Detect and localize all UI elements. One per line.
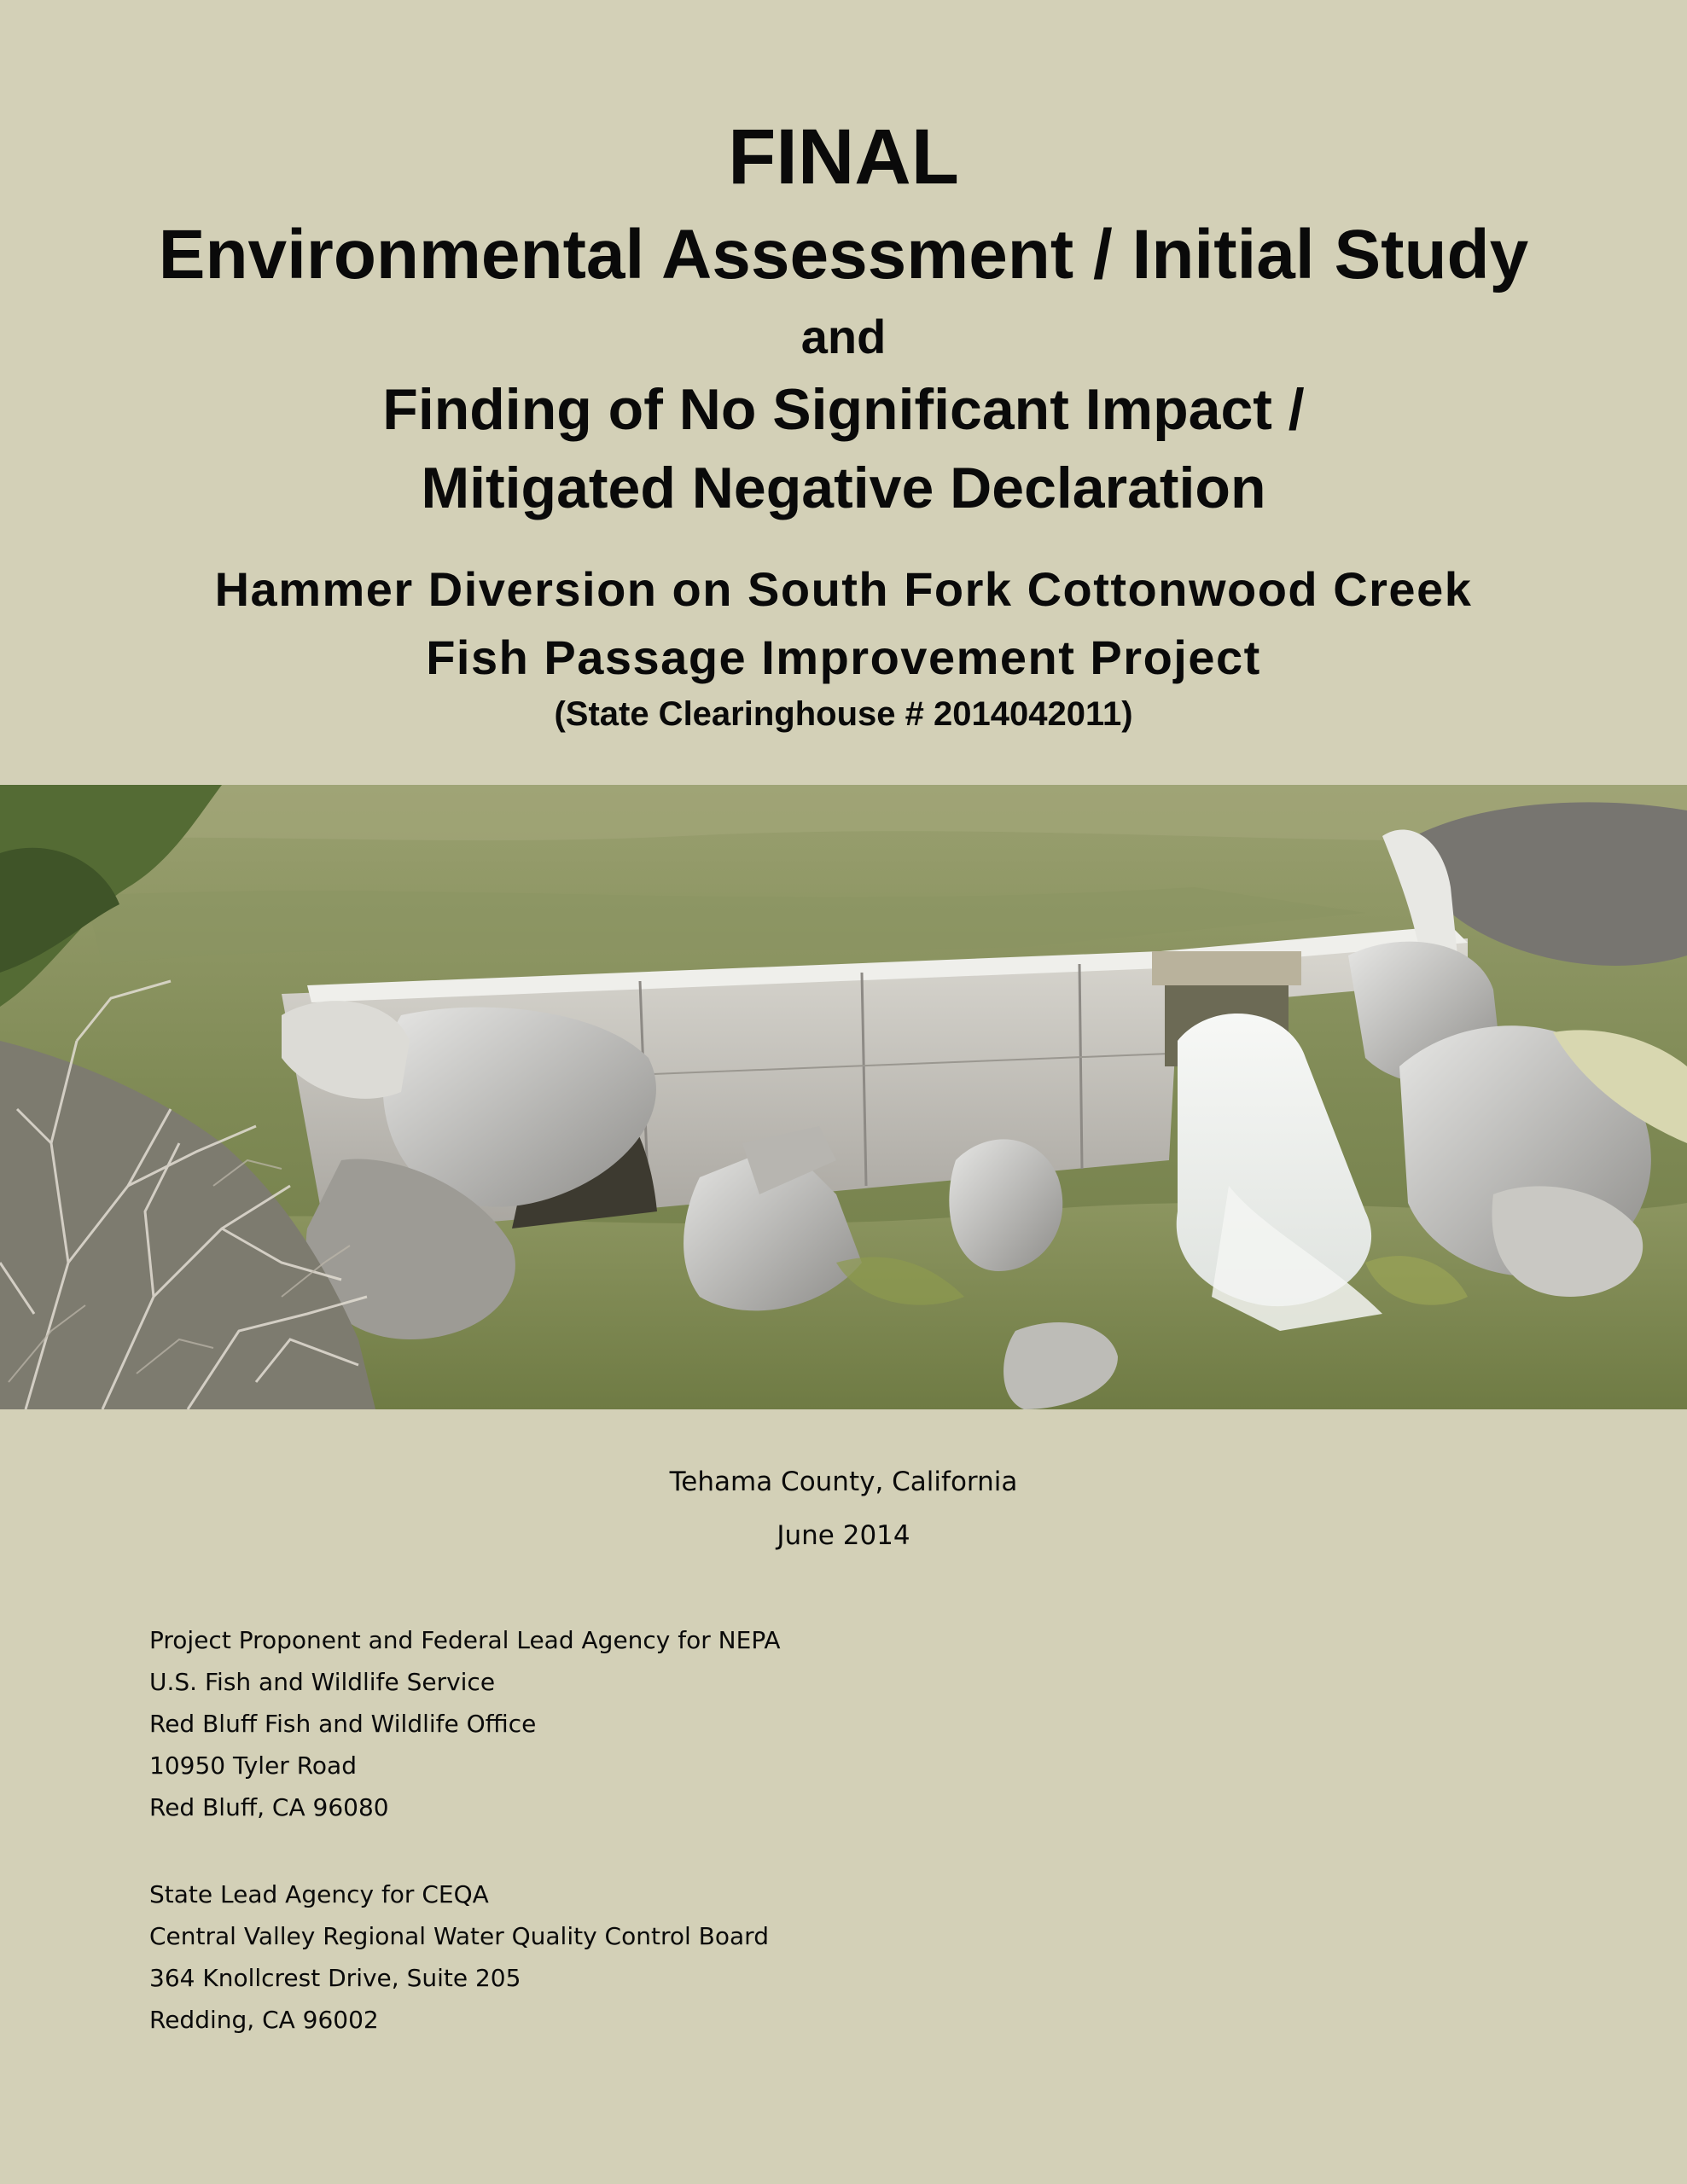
fonsi-heading-line-2: Mitigated Negative Declaration	[421, 456, 1266, 520]
ceqa-agency-role: State Lead Agency for CEQA	[149, 1880, 489, 1908]
nepa-agency-role: Project Proponent and Federal Lead Agency for NEPA	[149, 1626, 781, 1654]
project-title-line-1: Hammer Diversion on South Fork Cottonwood Creek	[214, 562, 1473, 616]
publication-date: June 2014	[777, 1520, 910, 1551]
nepa-agency-city: Red Bluff, CA 96080	[149, 1793, 389, 1821]
ceqa-lead-agency-block	[149, 1873, 769, 2041]
cover-photo-diversion-dam	[0, 785, 1687, 1409]
nepa-agency-street: 10950 Tyler Road	[149, 1751, 357, 1780]
ceqa-agency-name: Central Valley Regional Water Quality Control Board	[149, 1922, 769, 1950]
nepa-agency-office: Red Bluff Fish and Wildlife Office	[149, 1710, 537, 1738]
document-status-heading: FINAL	[728, 113, 959, 200]
ceqa-agency-city: Redding, CA 96002	[149, 2006, 379, 2034]
project-location: Tehama County, California	[669, 1467, 1018, 1497]
document-type-heading: Environmental Assessment / Initial Study	[158, 216, 1529, 293]
project-title-line-2: Fish Passage Improvement Project	[426, 630, 1261, 684]
conjunction-heading: and	[800, 310, 887, 363]
fonsi-heading-line-1: Finding of No Significant Impact /	[382, 377, 1305, 442]
nepa-lead-agency-block	[149, 1619, 781, 1828]
ceqa-agency-street: 364 Knollcrest Drive, Suite 205	[149, 1964, 521, 1992]
nepa-agency-name: U.S. Fish and Wildlife Service	[149, 1668, 496, 1696]
clearinghouse-number: (State Clearinghouse # 2014042011)	[554, 695, 1133, 733]
